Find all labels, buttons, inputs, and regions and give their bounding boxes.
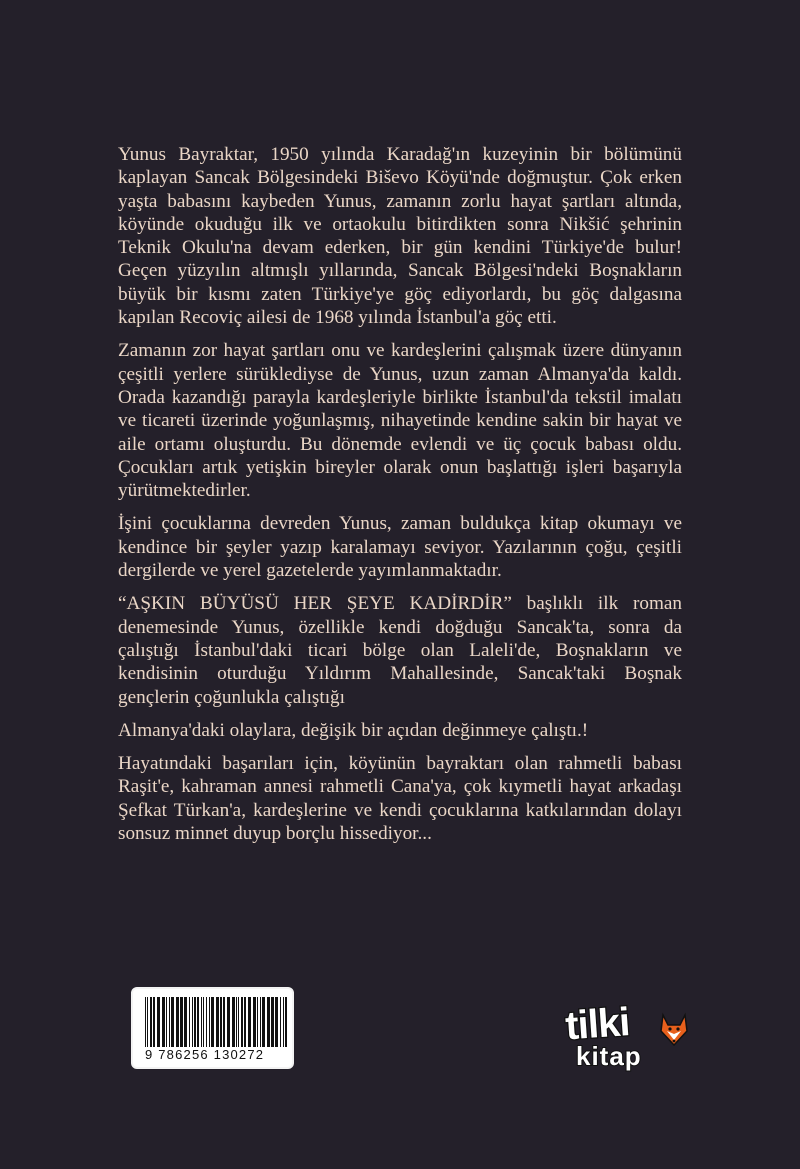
barcode-bar	[153, 997, 155, 1047]
barcode-bar	[162, 997, 165, 1047]
barcode-bar	[194, 997, 196, 1047]
barcode-bar	[189, 997, 190, 1047]
barcode-bar	[145, 997, 146, 1047]
barcode-bar	[241, 997, 243, 1047]
barcode-bar	[180, 997, 183, 1047]
bio-paragraph-4: “AŞKIN BÜYÜSÜ HER ŞEYE KADİRDİR” başlıklı ilk roman denemesinde Yunus, özellikle kendi doğduğu Sancak'ta, sonra da çalıştığı İstanbul'daki ticari bölge olan Laleli'de, Boşnakların ve kendisinin oturduğu Yıldırım Mahallesinde, Sancak'taki Boşnak gençlerin çoğunlukla çalıştığı	[118, 593, 682, 708]
barcode-bar	[192, 997, 193, 1047]
barcode-bar	[220, 997, 222, 1047]
logo-line-2: kitap	[576, 1041, 642, 1071]
barcode-bar	[211, 997, 214, 1047]
barcode-bar	[260, 997, 261, 1047]
isbn-number: 9 786256 130272	[145, 1047, 265, 1062]
barcode-bar	[257, 997, 258, 1047]
barcode-bar	[209, 997, 210, 1047]
barcode-bar	[157, 997, 160, 1047]
barcode-bar	[262, 997, 265, 1047]
bio-paragraph-2: Zamanın zor hayat şartları onu ve kardeşlerini çalışmak üzere dünyanın çeşitli yerlere sürüklediyse de Yunus, uzun zaman Almanya'da kaldı. Orada kazandığı parayla kardeşleriyle birlikte İstanbul'da tekstil imalatı ve ticareti üzerinde yoğunlaşmış, nihayetinde kendine sakin bir hayat ve aile ortamı oluşturdu. Bu dönemde evlendi ve üç çocuk babası oldu. Çocukları artık yetişkin bireyler olarak onun başlattığı işleri başarıyla yürütmektedirler.	[118, 340, 682, 502]
barcode-bar	[169, 997, 170, 1047]
barcode-bar	[206, 997, 207, 1047]
barcode-bar	[280, 997, 281, 1047]
logo-line-1: tilki	[563, 1000, 631, 1049]
barcode-bar	[197, 997, 199, 1047]
bio-paragraph-5: Almanya'daki olaylara, değişik bir açıdan değinmeye çalıştı.!	[118, 719, 589, 741]
barcode-bar	[147, 997, 148, 1047]
barcode-bar	[283, 997, 284, 1047]
barcode-bar	[216, 997, 219, 1047]
barcode-bar	[253, 997, 256, 1047]
isbn-barcode	[131, 987, 294, 1069]
fox-icon	[661, 1015, 687, 1045]
barcode-bar	[150, 997, 152, 1047]
barcode-bar	[238, 997, 239, 1047]
barcode-bar	[171, 997, 174, 1047]
barcode-bar	[176, 997, 179, 1047]
barcode-bar	[271, 997, 274, 1047]
logo-wordmark	[564, 1000, 642, 1071]
barcode-bar	[232, 997, 235, 1047]
bio-paragraph-1: Yunus Bayraktar, 1950 yılında Karadağ'ın kuzeyinin bir bölümünü kaplayan Sancak Bölgesindeki Biševo Köyü'nde doğmuştur. Çok erken yaşta babasını kaybeden Yunus, zamanın zorlu hayat şartları altında, köyünde okuduğu ilk ve ortaokulu bitirdikten sonra Nikšić şehrinin Teknik Okulu'na devam ederken, bir gün kendini Türkiye'de bulur! Geçen yüzyılın altmışlı yıllarında, Sancak Bölgesi'ndeki Boşnakların büyük bir kısmı zaten Türkiye'ye göç ediyorlardı, bu göç dalgasına kapılan Recoviç ailesi de 1968 yılında İstanbul'a göç etti.	[118, 144, 682, 329]
barcode-bar	[285, 997, 287, 1047]
author-bio	[118, 143, 682, 855]
barcode-bars	[145, 997, 288, 1047]
barcode-bar	[275, 997, 278, 1047]
barcode-bar	[201, 997, 202, 1047]
barcode-bar	[166, 997, 167, 1047]
barcode-bar	[203, 997, 204, 1047]
barcode-bar	[236, 997, 237, 1047]
bio-paragraph-3: İşini çocuklarına devreden Yunus, zaman buldukça kitap okumayı ve kendince bir şeyler yazıp karalamayı seviyor. Yazılarının çoğu, çeşitli dergilerde ve yerel gazetelerde yayımlanmaktadır.	[118, 513, 682, 582]
barcode-bar	[227, 997, 230, 1047]
barcode-bar	[248, 997, 251, 1047]
barcode-bar	[267, 997, 270, 1047]
bio-paragraph-6: Hayatındaki başarıları için, köyünün bayraktarı olan rahmetli babası Raşit'e, kahraman annesi rahmetli Cana'ya, çok kıymetli hayat arkadaşı Şefkat Türkan'a, kardeşlerine ve kendi çocuklarına katkılarından dolayı sonsuz minnet duyup borçlu hissediyor...	[118, 753, 682, 845]
barcode-bar	[184, 997, 187, 1047]
barcode-bar	[244, 997, 246, 1047]
publisher-logo	[562, 993, 697, 1075]
barcode-bar	[223, 997, 225, 1047]
